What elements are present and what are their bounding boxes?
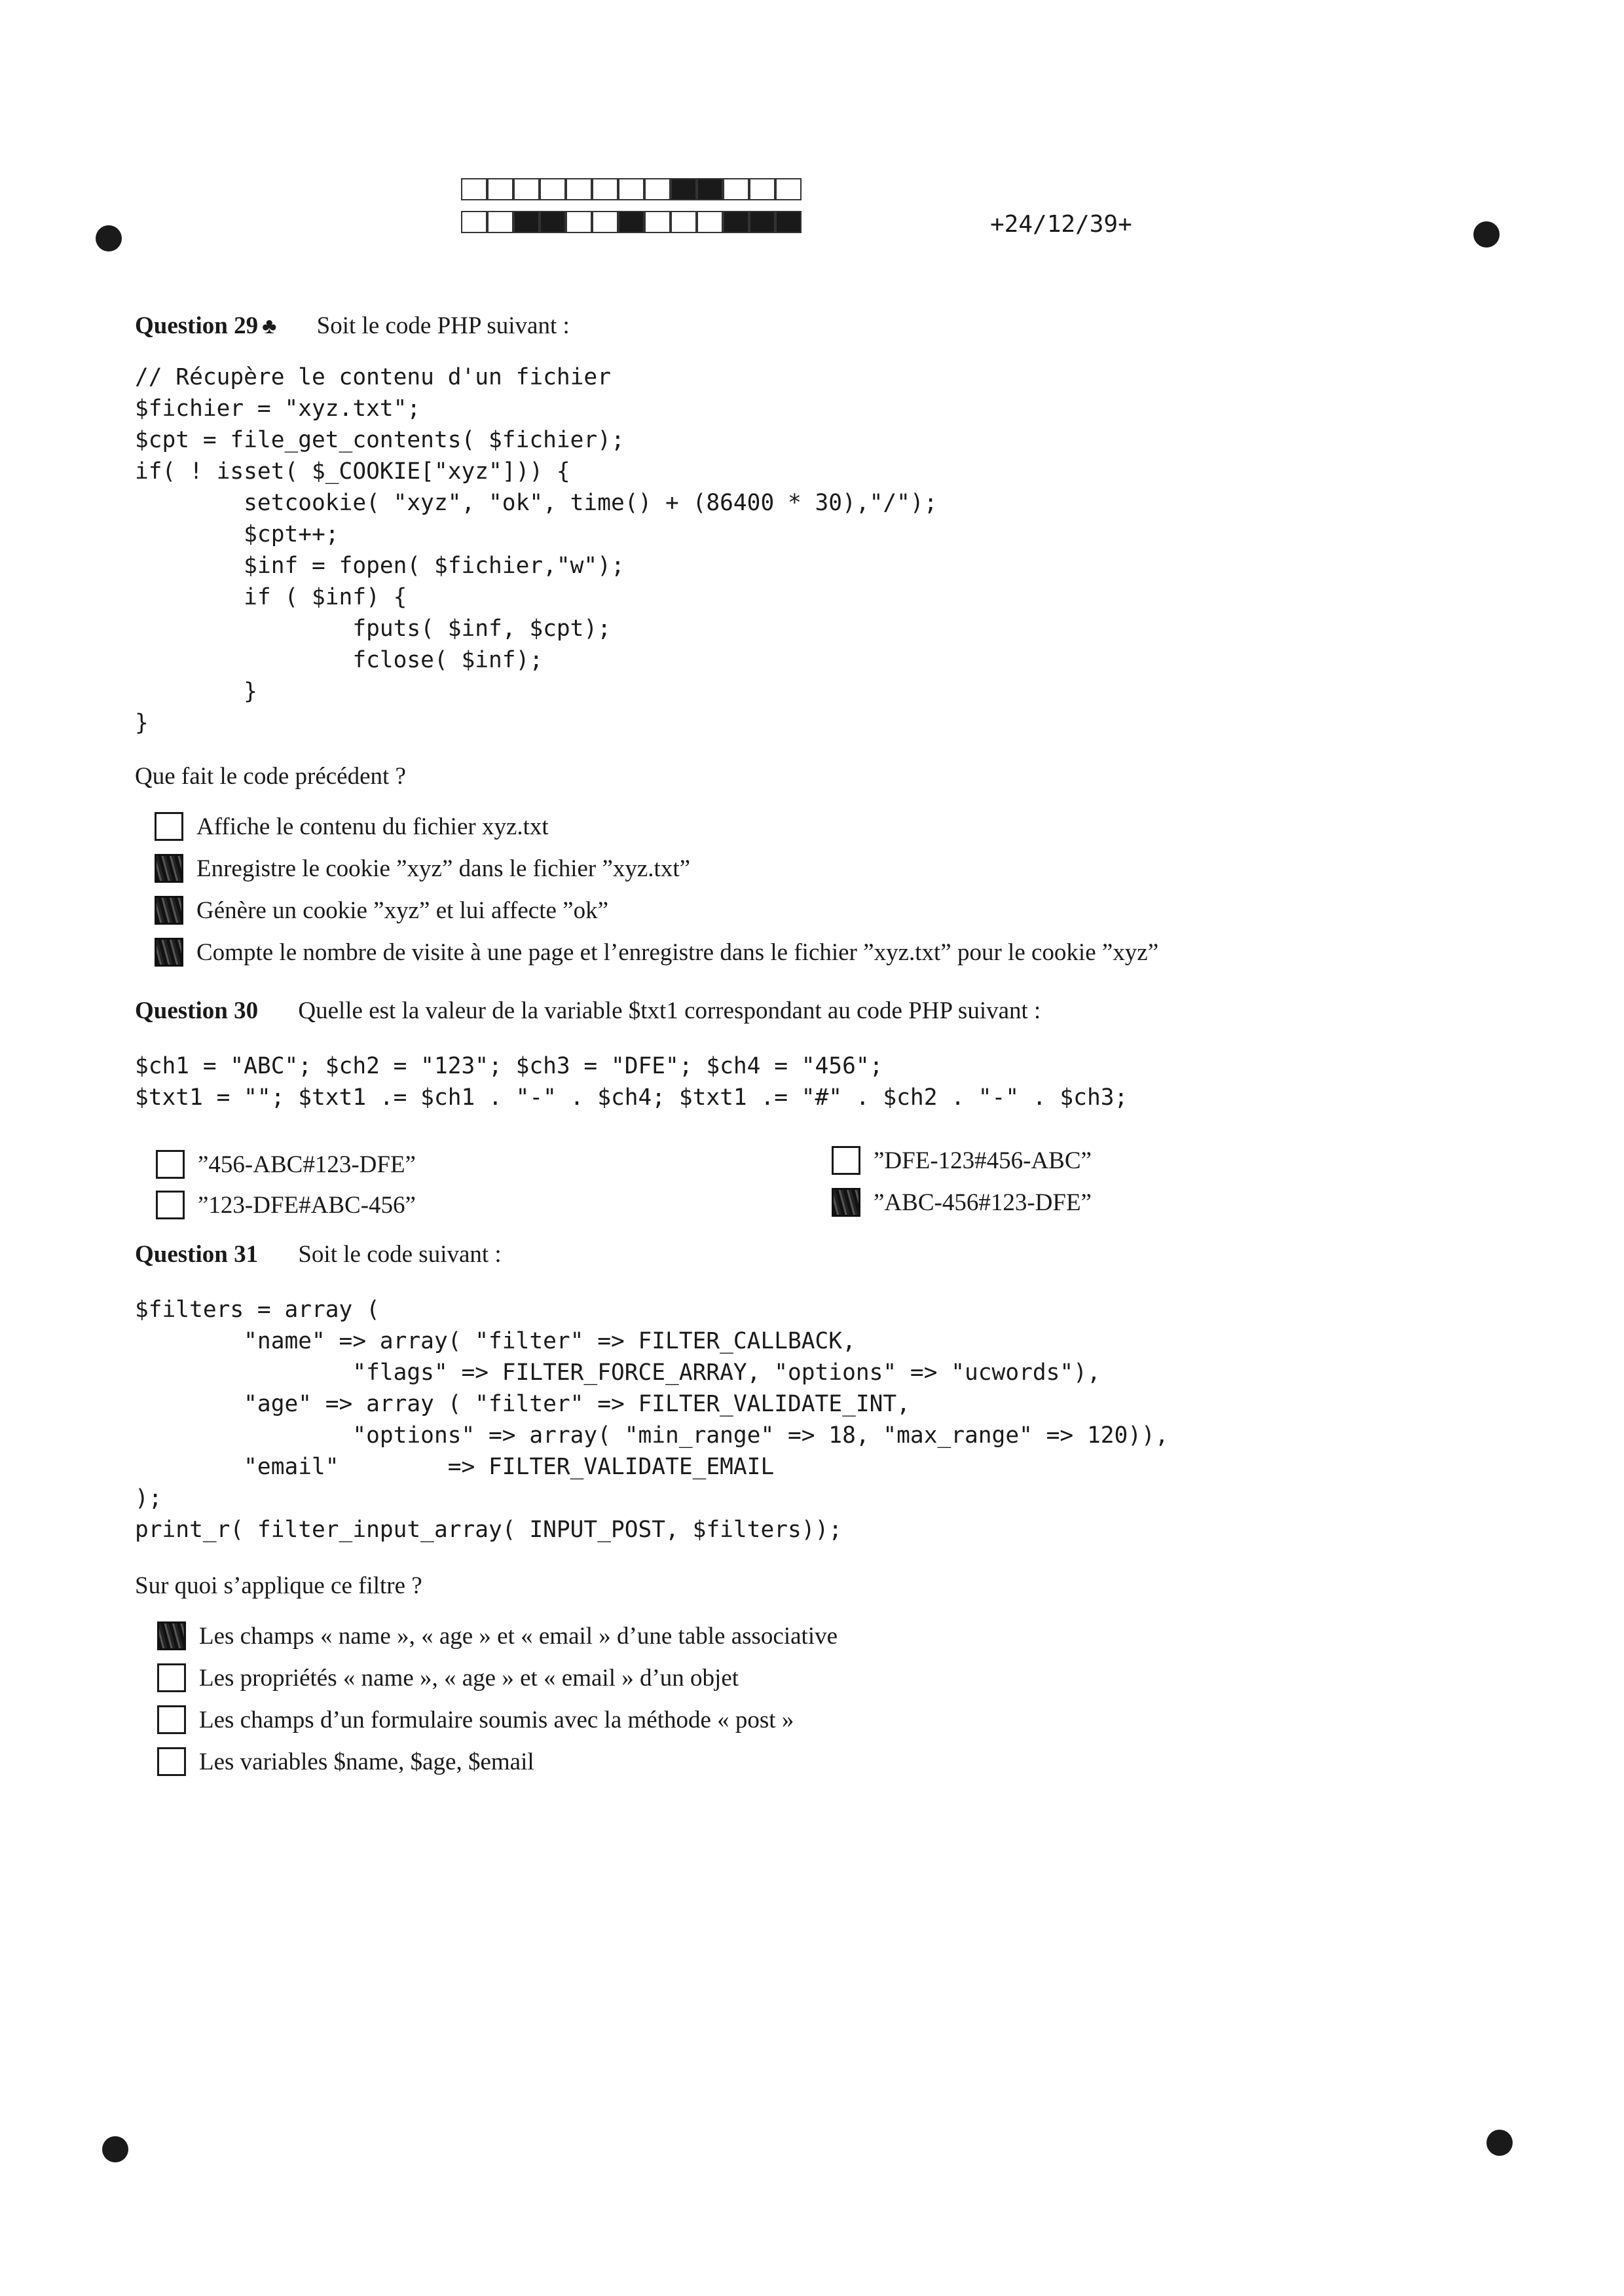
answer-checkbox[interactable] [157,1663,186,1692]
barcode-cell [592,178,618,200]
answer-text: ”DFE-123#456-ABC” [874,1147,1092,1174]
question-29-intro: Soit le code PHP suivant : [316,312,570,339]
barcode-cell [461,178,487,200]
answer-checkbox[interactable] [155,812,183,841]
question-31-header [135,1240,502,1268]
q31-answer-1[interactable] [157,1621,838,1650]
question-31-intro: Soit le code suivant : [298,1241,502,1268]
question-30-header [135,997,1041,1025]
question-29-prompt: Que fait le code précédent ? [135,763,406,790]
q30-answer-4[interactable] [832,1188,1092,1217]
barcode-cell [723,178,749,200]
page-id: +24/12/39+ [990,211,1132,238]
question-31-prompt: Sur quoi s’applique ce filtre ? [135,1572,422,1599]
barcode-cell [540,178,566,200]
answer-text: Enregistre le cookie ”xyz” dans le fichier ”xyz.txt” [196,855,691,882]
answer-checkbox[interactable] [157,1747,186,1776]
question-29-code: // Récupère le contenu d'un fichier $fichier = "xyz.txt"; $cpt = file_get_contents( $fichier); if( ! isset( $_COOKIE["xyz"])) { setcookie( "xyz", "ok", time() + (86400 * 30),"/"); $cpt++; $inf = fopen( $fichier,"w"); if ( $inf) { fputs( $inf, $cpt); fclose( $inf); } } [135,364,938,736]
answer-text: Compte le nombre de visite à une page et l’enregistre dans le fichier ”xyz.txt” pour le cookie ”xyz” [196,938,1159,966]
barcode-cell [566,178,592,200]
barcode-cell [513,211,540,233]
barcode-cell [749,178,775,200]
barcode-cell [487,178,513,200]
q29-answer-1[interactable] [155,812,549,841]
q30-answer-2[interactable] [156,1191,416,1219]
club-icon: ♣ [262,314,277,339]
barcode-cell [775,211,802,233]
barcode-cell [671,211,697,233]
barcode-row-2 [461,211,802,233]
answer-checkbox[interactable] [155,854,183,883]
answer-checkbox[interactable] [157,1621,186,1650]
question-30-intro: Quelle est la valeur de la variable $txt1 correspondant au code PHP suivant : [298,997,1041,1024]
barcode-cell [461,211,487,233]
answer-checkbox[interactable] [832,1146,860,1175]
barcode-cell [644,178,671,200]
barcode-cell [540,211,566,233]
answer-text: Les champs « name », « age » et « email » d’une table associative [199,1622,838,1650]
barcode-cell [513,178,540,200]
q29-answer-2[interactable] [155,854,690,883]
answer-text: Les champs d’un formulaire soumis avec la méthode « post » [199,1706,794,1733]
q29-answer-4[interactable] [155,938,1158,967]
question-31-label: Question 31 [135,1241,259,1268]
barcode-cell [618,178,644,200]
q31-answer-4[interactable] [157,1747,534,1776]
question-29-header [135,312,570,340]
question-29-label: Question 29 ♣ [135,312,277,339]
barcode-cell [566,211,592,233]
q31-answer-3[interactable] [157,1705,794,1734]
question-30-label: Question 30 [135,997,259,1024]
registration-mark-bottom-right [1486,2130,1513,2156]
barcode-cell [775,178,802,200]
q31-answer-2[interactable] [157,1663,739,1692]
answer-checkbox[interactable] [832,1188,860,1217]
barcode-cell [749,211,775,233]
barcode-cell [618,211,644,233]
barcode-cell [671,178,697,200]
answer-text: Les variables $name, $age, $email [199,1748,534,1775]
registration-mark-top-right [1473,221,1500,248]
answer-text: ”123-DFE#ABC-456” [198,1191,416,1219]
answer-text: Les propriétés « name », « age » et « email » d’un objet [199,1664,739,1692]
q29-answer-3[interactable] [155,896,608,925]
registration-mark-bottom-left [102,2136,128,2162]
barcode-cell [592,211,618,233]
question-30-code: $ch1 = "ABC"; $ch2 = "123"; $ch3 = "DFE"; $ch4 = "456"; $txt1 = ""; $txt1 .= $ch1 . "-" . $ch4; $txt1 .= "#" . $ch2 . "-" . $ch3; [135,1053,1128,1111]
question-31-code: $filters = array ( "name" => array( "filter" => FILTER_CALLBACK, "flags" => FILTER_FORCE_ARRAY, "options" => "ucwords"), "age" => array ( "filter" => FILTER_VALIDATE_INT, "options" => array( "min_range" => 18, "max_range" => 120)), "email" => FILTER_VALIDATE_EMAIL ); print_r( filter_input_array( INPUT_POST, $filters)); [135,1297,1169,1543]
registration-mark-top-left [96,225,122,251]
answer-checkbox[interactable] [156,1191,185,1219]
barcode-cell [697,211,723,233]
barcode-cell [697,178,723,200]
answer-checkbox[interactable] [156,1150,185,1179]
q30-answer-1[interactable] [156,1150,416,1179]
answer-text: ”ABC-456#123-DFE” [874,1189,1092,1216]
barcode-cell [644,211,671,233]
answer-checkbox[interactable] [155,896,183,925]
answer-text: ”456-ABC#123-DFE” [198,1151,416,1178]
answer-text: Génère un cookie ”xyz” et lui affecte ”ok” [196,897,608,924]
answer-text: Affiche le contenu du fichier xyz.txt [196,813,549,840]
barcode-cell [723,211,749,233]
q30-answer-3[interactable] [832,1146,1092,1175]
barcode-cell [487,211,513,233]
answer-checkbox[interactable] [157,1705,186,1734]
barcode-row-1 [461,178,802,200]
answer-checkbox[interactable] [155,938,183,967]
